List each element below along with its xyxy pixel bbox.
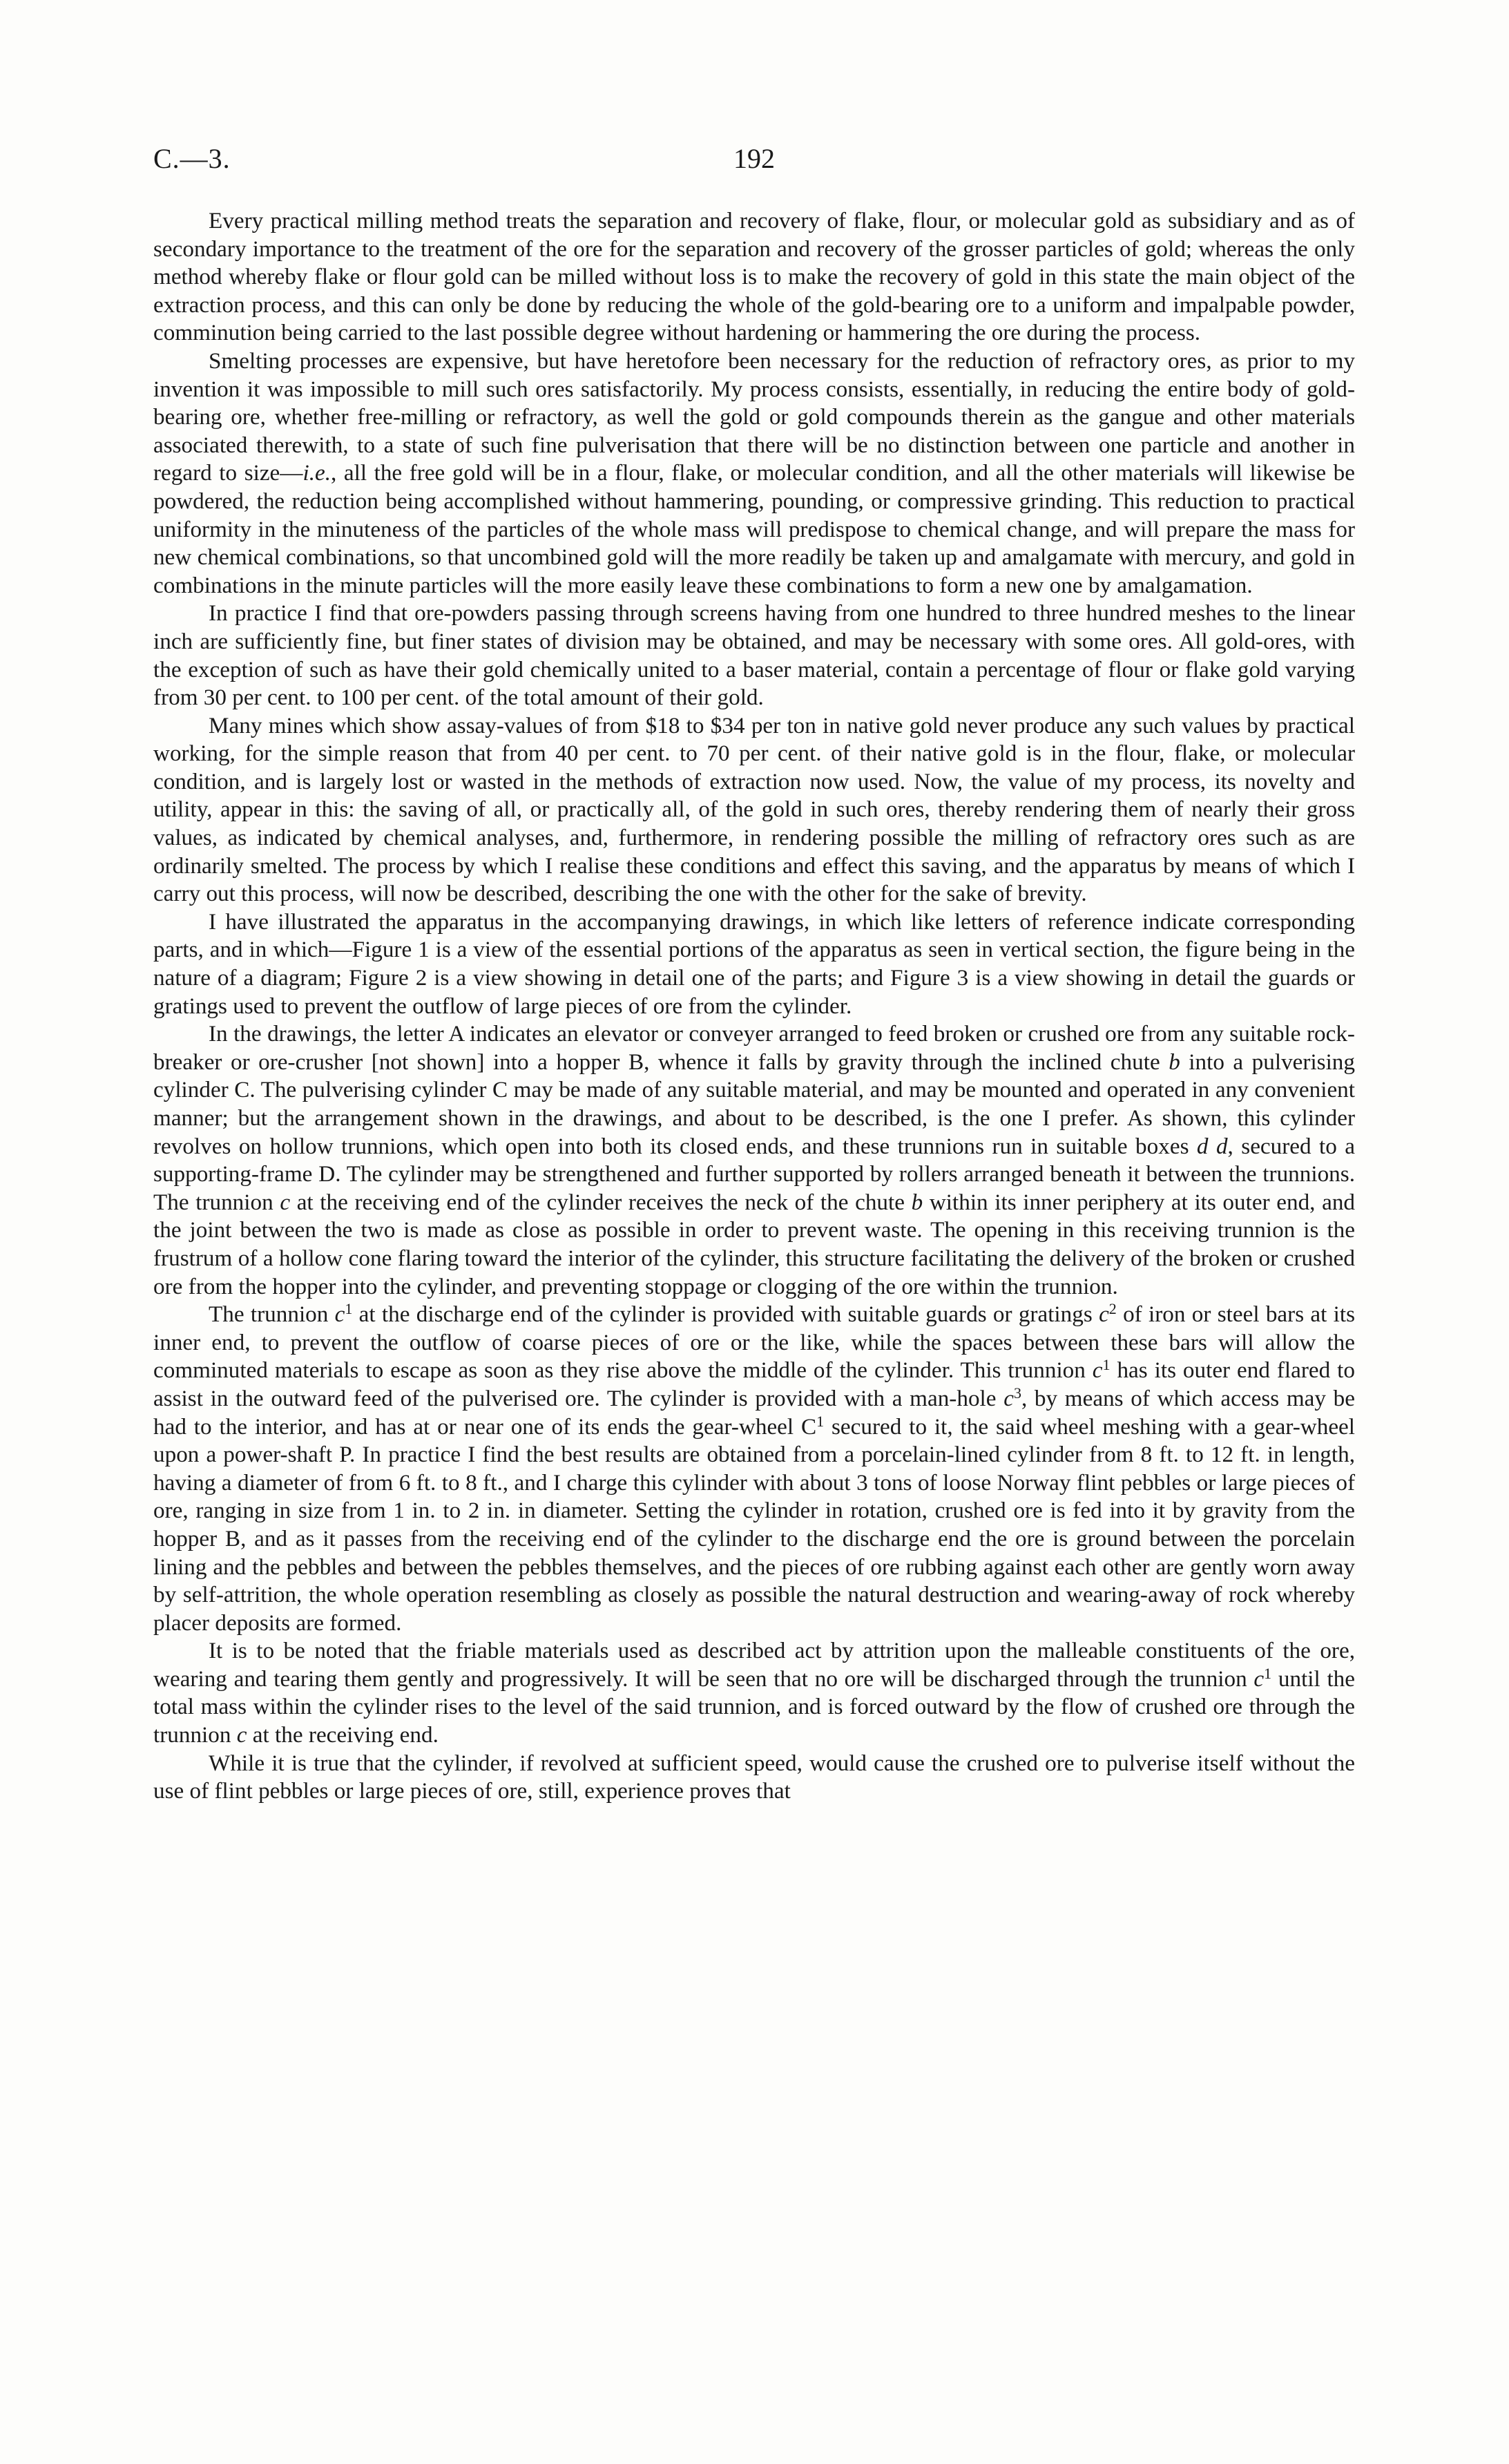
paragraph: [153, 1020, 1355, 1301]
document-reference: C.—3.: [153, 143, 231, 174]
text-run: While it is true that the cylinder, if revolved at sufficient speed, would cause the crushed ore to pulverise itself without the use of flint pebbles or large pieces of ore, still, experience proves that: [153, 1750, 1355, 1804]
text-run: , by means of which access may be had to the interior, and has at or near one of its ends the gear-wheel C: [153, 1385, 1356, 1440]
text-run: within its inner periphery at its outer end, and the joint between the two is made as close as possible in order to prevent waste. The opening in this receiving trunnion is the frustrum of a hollow cone flaring toward the interior of the cylinder, this structure facilitating the delivery of the broken or crushed ore from the hopper into the cylinder, and preventing stoppage or clogging of the ore within the trunnion.: [153, 1189, 1356, 1299]
italic-letter: c: [236, 1722, 247, 1748]
paragraph: [153, 207, 1355, 347]
paragraph: [153, 712, 1355, 908]
text-run: I have illustrated the apparatus in the accompanying drawings, in which like letters of reference indicate corresponding parts, and in which—Figure 1 is a view of the essential portions of the apparatus as seen in vertical section, the figure being in the nature of a diagram; Figure 2 is a view showing in detail one of the parts; and Figure 3 is a view showing in detail the guards or gratings used to prevent the outflow of large pieces of ore from the cylinder.: [153, 908, 1355, 1019]
text-run: at the receiving end.: [247, 1722, 439, 1748]
italic-letter: b: [1169, 1049, 1180, 1075]
paragraph: [153, 1750, 1355, 1806]
text-run: In practice I find that ore-powders passing through screens having from one hundred to three hundred meshes to the linear inch are sufficiently fine, but finer states of division may be obtained, and may be necessary with some ores. All gold-ores, with the exception of such as have their gold chemically united to a baser material, contain a percentage of flour or flake gold varying from 30 per cent. to 100 per cent. of the total amount of their gold.: [153, 600, 1355, 711]
text-run: Every practical milling method treats the separation and recovery of flake, flour, or molecular gold as subsidiary and as of secondary importance to the treatment of the ore for the separation and recovery of the grosser particles of gold; whereas the only method whereby flake or flour gold can be milled without loss is to make the recovery of gold in this state the main object of the extraction process, and this can only be done by reducing the whole of the gold-bearing ore to a uniform and impalpable powder, comminution being carried to the last possible degree without hardening or hammering the ore during the process.: [153, 208, 1355, 346]
text-run: The trunnion: [209, 1301, 335, 1328]
superscript: 1: [1264, 1664, 1272, 1682]
page-number: 192: [733, 143, 775, 174]
italic-letter: d d: [1196, 1133, 1228, 1159]
italic-letter: c: [1253, 1665, 1265, 1692]
text-run: Smelting processes are expensive, but have heretofore been necessary for the reduction of refractory ores, as prior to my invention it was impossible to mill such ores satisfactorily. My process consists, essentially, in reducing the entire body of gold-bearing ore, whether free-milling or refractory, as well the gold or gold compounds therein as the gangue and other materials associated therewith, to a state of such fine pulverisation that there will be no distinction between one particle and another in regard to size—: [153, 347, 1355, 486]
italic-letter: c: [334, 1301, 345, 1328]
text-run: of iron or steel bars at its inner end, to prevent the outflow of coarse pieces of ore or the like, while the spaces between these bars will allow the comminuted materials to escape as soon as they rise above the middle of the cylinder. This trunnion: [153, 1301, 1356, 1384]
paragraph: [153, 600, 1355, 711]
text-run: until the total mass within the cylinder rises to the level of the said trunnion, and is forced outward by the flow of crushed ore through the trunnion: [153, 1665, 1355, 1748]
text-run: into a pulverising cylinder C. The pulverising cylinder C may be made of any suitable material, and may be mounted and operated in any convenient manner; but the arrangement shown in the drawings, and about to be described, is the one I prefer. As shown, this cylinder revolves on hollow trunnions, which open into both its closed ends, and these trunnions run in suitable boxes: [153, 1049, 1355, 1159]
superscript: 1: [1102, 1356, 1111, 1374]
text-run: secured to it, the said wheel meshing with a gear-wheel upon a power-shaft P. In practice I find the best results are obtained from a porcelain-lined cylinder from 8 ft. to 12 ft. in length, having a diameter of from 6 ft. to 8 ft., and I charge this cylinder with about 3 tons of loose Norway flint pebbles or large pieces of ore, ranging in size from 1 in. to 2 in. in diameter. Setting the cylinder in rotation, crushed ore is fed into it by gravity from the hopper B, and as it passes from the receiving end of the cylinder to the discharge end the ore is ground between the porcelain lining and the pebbles and between the pebbles themselves, and the pieces of ore rubbing against each other are gently worn away by self-attrition, the whole operation resembling as closely as possible the natural destruction and wearing-away of rock whereby placer deposits are formed.: [153, 1413, 1355, 1636]
italic-letter: c: [280, 1189, 291, 1215]
text-run: at the discharge end of the cylinder is provided with suitable guards or gratings: [352, 1301, 1099, 1328]
text-run: , secured to a supporting-frame D. The cylinder may be strengthened and further supported by rollers arranged beneath it between the trunnions. The trunnion: [153, 1133, 1356, 1215]
text-run: has its outer end flared to assist in the outward feed of the pulverised ore. The cylinder is provided with a man-hole: [153, 1357, 1355, 1411]
body-text: [153, 207, 1355, 1806]
italic-letter: b: [911, 1189, 923, 1215]
superscript: 1: [345, 1300, 353, 1318]
italic-letter: c: [1092, 1357, 1103, 1384]
paragraph: [153, 1301, 1355, 1637]
superscript: 3: [1013, 1384, 1021, 1402]
italic-letter: i.e.: [302, 460, 331, 486]
page-header: [153, 142, 1355, 184]
paragraph: [153, 1637, 1355, 1749]
superscript: 1: [816, 1412, 825, 1430]
italic-letter: c: [1099, 1301, 1109, 1328]
text-run: at the receiving end of the cylinder receives the neck of the chute: [290, 1189, 912, 1215]
text-run: Many mines which show assay-values of from $18 to $34 per ton in native gold never produce any such values by practical working, for the simple reason that from 40 per cent. to 70 per cent. of their native gold is in the flour, flake, or molecular condition, and is largely lost or wasted in the methods of extraction now used. Now, the value of my process, its novelty and utility, appear in this: the saving of all, or practically all, of the gold in such ores, thereby rendering them of nearly their gross values, as indicated by chemical analyses, and, furthermore, in rendering possible the milling of refractory ores such as are ordinarily smelted. The process by which I realise these conditions and effect this saving, and the apparatus by means of which I carry out this process, will now be described, describing the one with the other for the sake of brevity.: [153, 712, 1355, 907]
paragraph: [153, 908, 1355, 1020]
text-run: In the drawings, the letter A indicates an elevator or conveyer arranged to feed broken or crushed ore from any suitable rock-breaker or ore-crusher [not shown] into a hopper B, whence it falls by gravity through the inclined chute: [153, 1021, 1355, 1075]
italic-letter: c: [1003, 1385, 1014, 1411]
paragraph: [153, 347, 1355, 600]
superscript: 2: [1108, 1300, 1117, 1318]
text-run: It is to be noted that the friable materials used as described act by attrition upon the malleable constituents of the ore, wearing and tearing them gently and progressively. It will be seen that no ore will be discharged through the trunnion: [153, 1638, 1355, 1692]
text-run: , all the free gold will be in a flour, flake, or molecular condition, and all the other materials will likewise be powdered, the reduction being accomplished without hammering, pounding, or compressive grinding. This reduction to practical uniformity in the minuteness of the particles of the whole mass will predispose to chemical change, and will prepare the mass for new chemical combinations, so that uncombined gold will the more readily be taken up and amalgamate with mercury, and gold in combinations in the minute particles will the more easily leave these combinations to form a new one by amalgamation.: [153, 460, 1355, 598]
